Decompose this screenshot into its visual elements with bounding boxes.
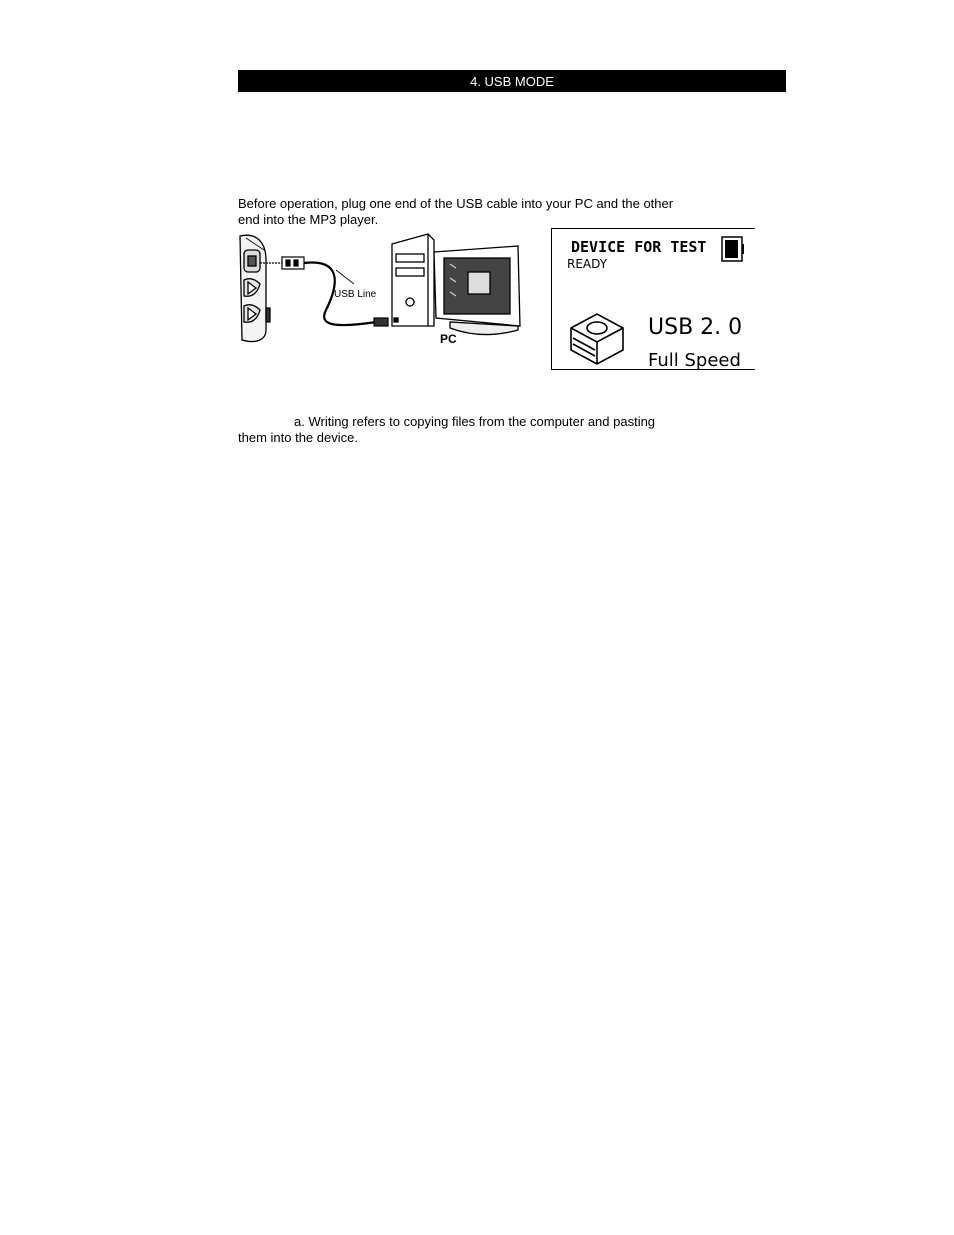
note-line-1: a. Writing refers to copying files from the computer and pasting [294,414,656,429]
usb-speed: Full Speed [648,350,741,370]
lcd-status: READY [567,257,608,271]
section-title: 4. USB MODE [470,73,554,89]
note-paragraph [238,414,738,446]
usb-connection-diagram [236,230,526,350]
pc-label: PC [440,332,457,346]
usb-version: USB 2. 0 [648,315,743,340]
lcd-title: DEVICE FOR TEST [571,238,707,256]
monitor-icon [434,246,520,335]
intro-line-1: Before operation, plug one end of the USB cable into your PC and the other [238,196,674,211]
usb-plug-pc-icon [374,318,388,326]
section-header [238,70,786,92]
note-line-2: them into the device. [238,430,358,445]
pc-tower-icon [392,234,434,326]
cable-label: USB Line [334,289,377,300]
label-pointer [336,270,354,284]
intro-line-2: end into the MP3 player. [238,212,379,227]
intro-paragraph [238,196,738,228]
lcd-screen [551,228,755,370]
mp3-player-icon [240,235,270,341]
battery-icon [722,237,744,261]
